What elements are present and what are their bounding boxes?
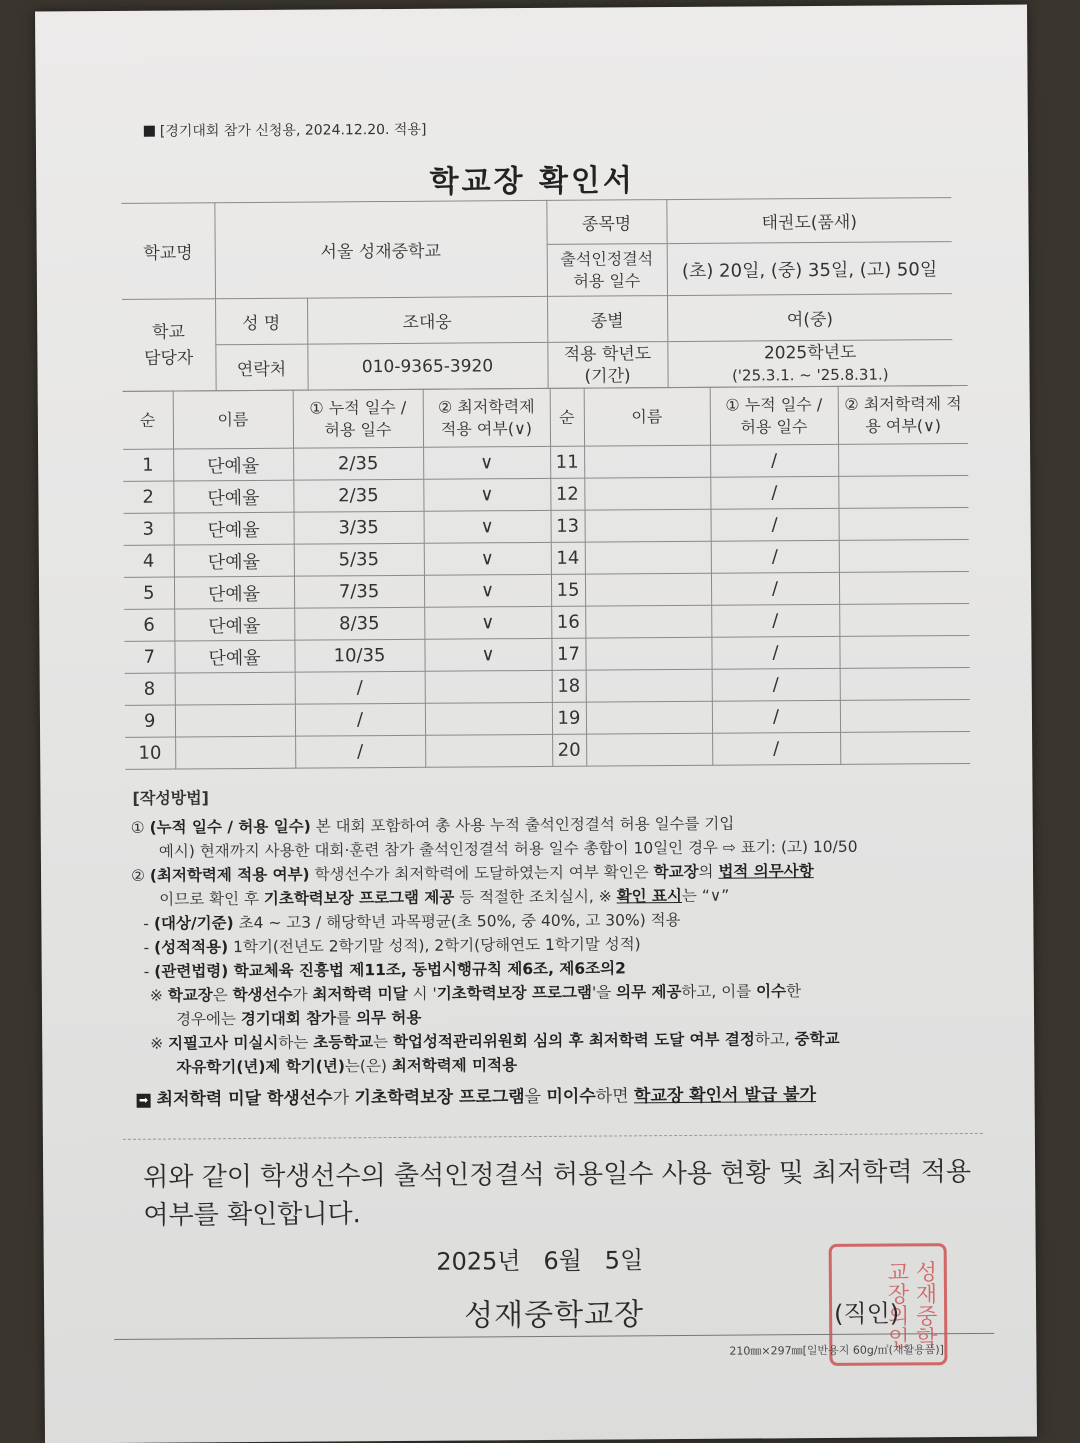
cell-name bbox=[175, 736, 295, 769]
cell-name bbox=[586, 733, 712, 766]
cell-applied: ∨ bbox=[424, 574, 551, 607]
cell-seq: 3 bbox=[124, 513, 174, 545]
cell-seq: 9 bbox=[125, 705, 175, 737]
instruction-note-1-cont: 경우에는 경기대회 참가를 의무 허용 bbox=[175, 1008, 422, 1029]
cell-days: / bbox=[295, 671, 425, 704]
cell-name: 단예율 bbox=[173, 480, 293, 513]
header-note: [경기대회 참가 신청용, 2024.12.20. 적용] bbox=[144, 119, 427, 141]
cell-name: 단예율 bbox=[174, 608, 294, 641]
year-period: ('25.3.1. ~ '25.8.31.) bbox=[731, 365, 889, 385]
instruction-1: ① (누적 일수 / 허용 일수) 본 대회 포함하여 총 사용 누적 출석인정결석 허용 일수를 기입 bbox=[130, 814, 735, 837]
document-title: 학교장 확인서 bbox=[429, 163, 635, 200]
cell-applied bbox=[839, 635, 969, 668]
cell-name: 단예율 bbox=[173, 448, 293, 481]
cell-applied bbox=[840, 731, 970, 764]
cell-seq: 18 bbox=[552, 670, 586, 702]
instruction-law: - (관련법령) 학교체육 진흥법 제11조, 동법시행규칙 제6조, 제6조의2 bbox=[143, 959, 626, 981]
cell-applied bbox=[425, 734, 552, 767]
cell-applied bbox=[840, 699, 970, 732]
year-cell bbox=[667, 340, 952, 388]
cell-name: 단예율 bbox=[174, 640, 294, 673]
cell-name bbox=[584, 445, 710, 478]
cell-name bbox=[585, 573, 711, 606]
cell-seq: 12 bbox=[550, 478, 584, 510]
instruction-note-1: ※ 학교장은 학생선수가 최저학력 미달 시 '기초학력보장 프로그램'을 의무 제공하고, 이를 이수한 bbox=[149, 982, 802, 1005]
arrow-box-icon: ➡ bbox=[137, 1094, 151, 1108]
cell-applied bbox=[425, 702, 552, 735]
gender-value: 여(중) bbox=[667, 294, 952, 342]
official-seal: 성재중학교장의인 bbox=[829, 1243, 948, 1366]
col-name-left: 이름 bbox=[173, 390, 293, 449]
col-seq-left: 순 bbox=[123, 391, 173, 449]
cell-name: 단예율 bbox=[174, 512, 294, 545]
cell-name bbox=[175, 704, 295, 737]
cell-seq: 11 bbox=[550, 446, 584, 478]
instruction-2-cont: 이므로 확인 후 기초학력보장 프로그램 제공 등 적절한 조치실시, ※ 확인 표시는 “∨” bbox=[159, 886, 730, 909]
table-row bbox=[125, 731, 970, 769]
cell-name bbox=[586, 669, 712, 702]
instruction-warning: ➡ 최저학력 미달 학생선수가 기초학력보장 프로그램을 미이수하면 학교장 확인서 발급 불가 bbox=[133, 1082, 1033, 1112]
cell-applied bbox=[840, 667, 970, 700]
cell-name bbox=[585, 637, 711, 670]
cell-name: 단예율 bbox=[174, 576, 294, 609]
cell-days: 5/35 bbox=[294, 543, 424, 576]
cell-days: / bbox=[710, 476, 838, 509]
name-label: 성 명 bbox=[215, 298, 307, 345]
absence-label: 출석인정결석 허용 일수 bbox=[547, 244, 667, 297]
year-label: 적용 학년도 (기간) bbox=[547, 342, 667, 389]
name-value: 조대웅 bbox=[307, 296, 547, 344]
col-name-right: 이름 bbox=[584, 387, 710, 446]
col-days-left: ① 누적 일수 / 허용 일수 bbox=[293, 389, 423, 448]
cell-days: 2/35 bbox=[293, 447, 423, 480]
cell-days: / bbox=[711, 508, 839, 541]
cell-days: / bbox=[712, 732, 840, 765]
cell-name bbox=[586, 701, 712, 734]
cell-days: 3/35 bbox=[294, 511, 424, 544]
cell-seq: 5 bbox=[124, 577, 174, 609]
col-applied-left: ② 최저학력제 적용 여부(∨) bbox=[423, 388, 550, 447]
cell-days: / bbox=[711, 636, 839, 669]
cell-seq: 10 bbox=[125, 737, 175, 769]
sport-label: 종목명 bbox=[546, 200, 666, 245]
student-table bbox=[123, 385, 971, 770]
cell-applied bbox=[838, 475, 968, 508]
cell-seq: 19 bbox=[552, 702, 586, 734]
instruction-2: ② (최저학력제 적용 여부) 학생선수가 최저학력에 도달하였는지 여부 확인은 학교장의 법적 의무사항 bbox=[130, 862, 814, 885]
cell-applied bbox=[425, 670, 552, 703]
cell-seq: 13 bbox=[551, 510, 585, 542]
cell-days: / bbox=[295, 703, 425, 736]
col-seq-right: 순 bbox=[550, 388, 584, 446]
seal-label: (직인) bbox=[834, 1299, 900, 1328]
signer: 성재중학교장 bbox=[464, 1297, 645, 1334]
cell-seq: 16 bbox=[551, 606, 585, 638]
cell-seq: 8 bbox=[125, 673, 175, 705]
cell-name bbox=[175, 672, 295, 705]
cell-days: / bbox=[712, 700, 840, 733]
confirmation-text: 위와 같이 학생선수의 출석인정결석 허용일수 사용 현황 및 최저학력 적용 여부를 확인합니다. bbox=[143, 1156, 972, 1231]
gender-label: 종별 bbox=[547, 296, 667, 343]
square-bullet-icon bbox=[144, 126, 155, 137]
cell-applied bbox=[839, 507, 969, 540]
instruction-target: - (대상/기준) 초4 ~ 고3 / 해당학년 과목평균(초 50%, 중 40%, 고 30%) 적용 bbox=[143, 910, 681, 933]
cell-name bbox=[585, 509, 711, 542]
document-paper bbox=[35, 5, 1037, 1443]
instruction-note-2: ※ 지필고사 미실시하는 초등학교는 학업성적관리위원회 심의 후 최저학력 도달 여부 결정하고, 중학교 bbox=[150, 1029, 840, 1053]
cell-days: 7/35 bbox=[294, 575, 424, 608]
school-label: 학교명 bbox=[121, 203, 215, 300]
cell-applied bbox=[839, 571, 969, 604]
year-value: 2025학년도 bbox=[763, 342, 857, 363]
cell-days: / bbox=[711, 572, 839, 605]
instructions bbox=[131, 810, 1033, 1112]
cell-applied bbox=[839, 539, 969, 572]
school-value: 서울 성재중학교 bbox=[214, 200, 547, 298]
cell-seq: 14 bbox=[551, 542, 585, 574]
cell-name bbox=[585, 541, 711, 574]
instruction-note-2-cont: 자유학기(년)제 학기(년)는(은) 최저학력제 미적용 bbox=[176, 1056, 518, 1077]
cell-name: 단예율 bbox=[174, 544, 294, 577]
contact-label: 연락처 bbox=[215, 344, 307, 391]
cell-days: / bbox=[711, 540, 839, 573]
paper-spec-footer: 210㎜×297㎜[일반용지 60g/㎡(재활용품)] bbox=[729, 1343, 945, 1358]
cell-name bbox=[584, 477, 710, 510]
cell-applied: ∨ bbox=[424, 606, 551, 639]
col-applied-right: ② 최저학력제 적용 여부(∨) bbox=[838, 385, 968, 444]
cell-applied: ∨ bbox=[424, 510, 551, 543]
cell-days: / bbox=[295, 735, 425, 768]
cell-days: / bbox=[711, 604, 839, 637]
instruction-grade: - (성적적용) 1학기(전년도 2학기말 성적), 2학기(당해연도 1학기말 성적) bbox=[143, 935, 641, 957]
instructions-title: [작성방법] bbox=[132, 788, 210, 808]
cell-applied: ∨ bbox=[424, 542, 551, 575]
instruction-1-example: 예시) 현재까지 사용한 대회·훈련 참가 출석인정결석 허용 일수 총합이 10일인 경우 ⇨ 표기: (고) 10/50 bbox=[158, 837, 858, 861]
cell-name bbox=[585, 605, 711, 638]
cell-days: 10/35 bbox=[294, 639, 424, 672]
divider bbox=[123, 1133, 983, 1140]
info-table bbox=[121, 197, 952, 392]
cell-days: / bbox=[712, 668, 840, 701]
cell-days: / bbox=[710, 444, 838, 477]
cell-days: 8/35 bbox=[294, 607, 424, 640]
cell-applied: ∨ bbox=[423, 478, 550, 511]
contact-value: 010-9365-3920 bbox=[307, 342, 547, 390]
cell-seq: 15 bbox=[551, 574, 585, 606]
cell-applied: ∨ bbox=[424, 638, 551, 671]
cell-seq: 1 bbox=[123, 449, 173, 481]
staff-label: 학교 담당자 bbox=[122, 299, 216, 392]
cell-seq: 2 bbox=[123, 481, 173, 513]
cell-applied: ∨ bbox=[423, 446, 550, 479]
cell-days: 2/35 bbox=[293, 479, 423, 512]
cell-seq: 4 bbox=[124, 545, 174, 577]
cell-applied bbox=[839, 603, 969, 636]
issue-date: 2025년 6월 5일 bbox=[436, 1246, 644, 1276]
cell-applied bbox=[838, 443, 968, 476]
cell-seq: 7 bbox=[124, 641, 174, 673]
sport-value: 태권도(품새) bbox=[666, 198, 951, 244]
cell-seq: 17 bbox=[551, 638, 585, 670]
cell-seq: 6 bbox=[124, 609, 174, 641]
absence-value: (초) 20일, (중) 35일, (고) 50일 bbox=[667, 242, 952, 296]
cell-seq: 20 bbox=[552, 734, 586, 766]
col-days-right: ① 누적 일수 / 허용 일수 bbox=[710, 386, 838, 445]
